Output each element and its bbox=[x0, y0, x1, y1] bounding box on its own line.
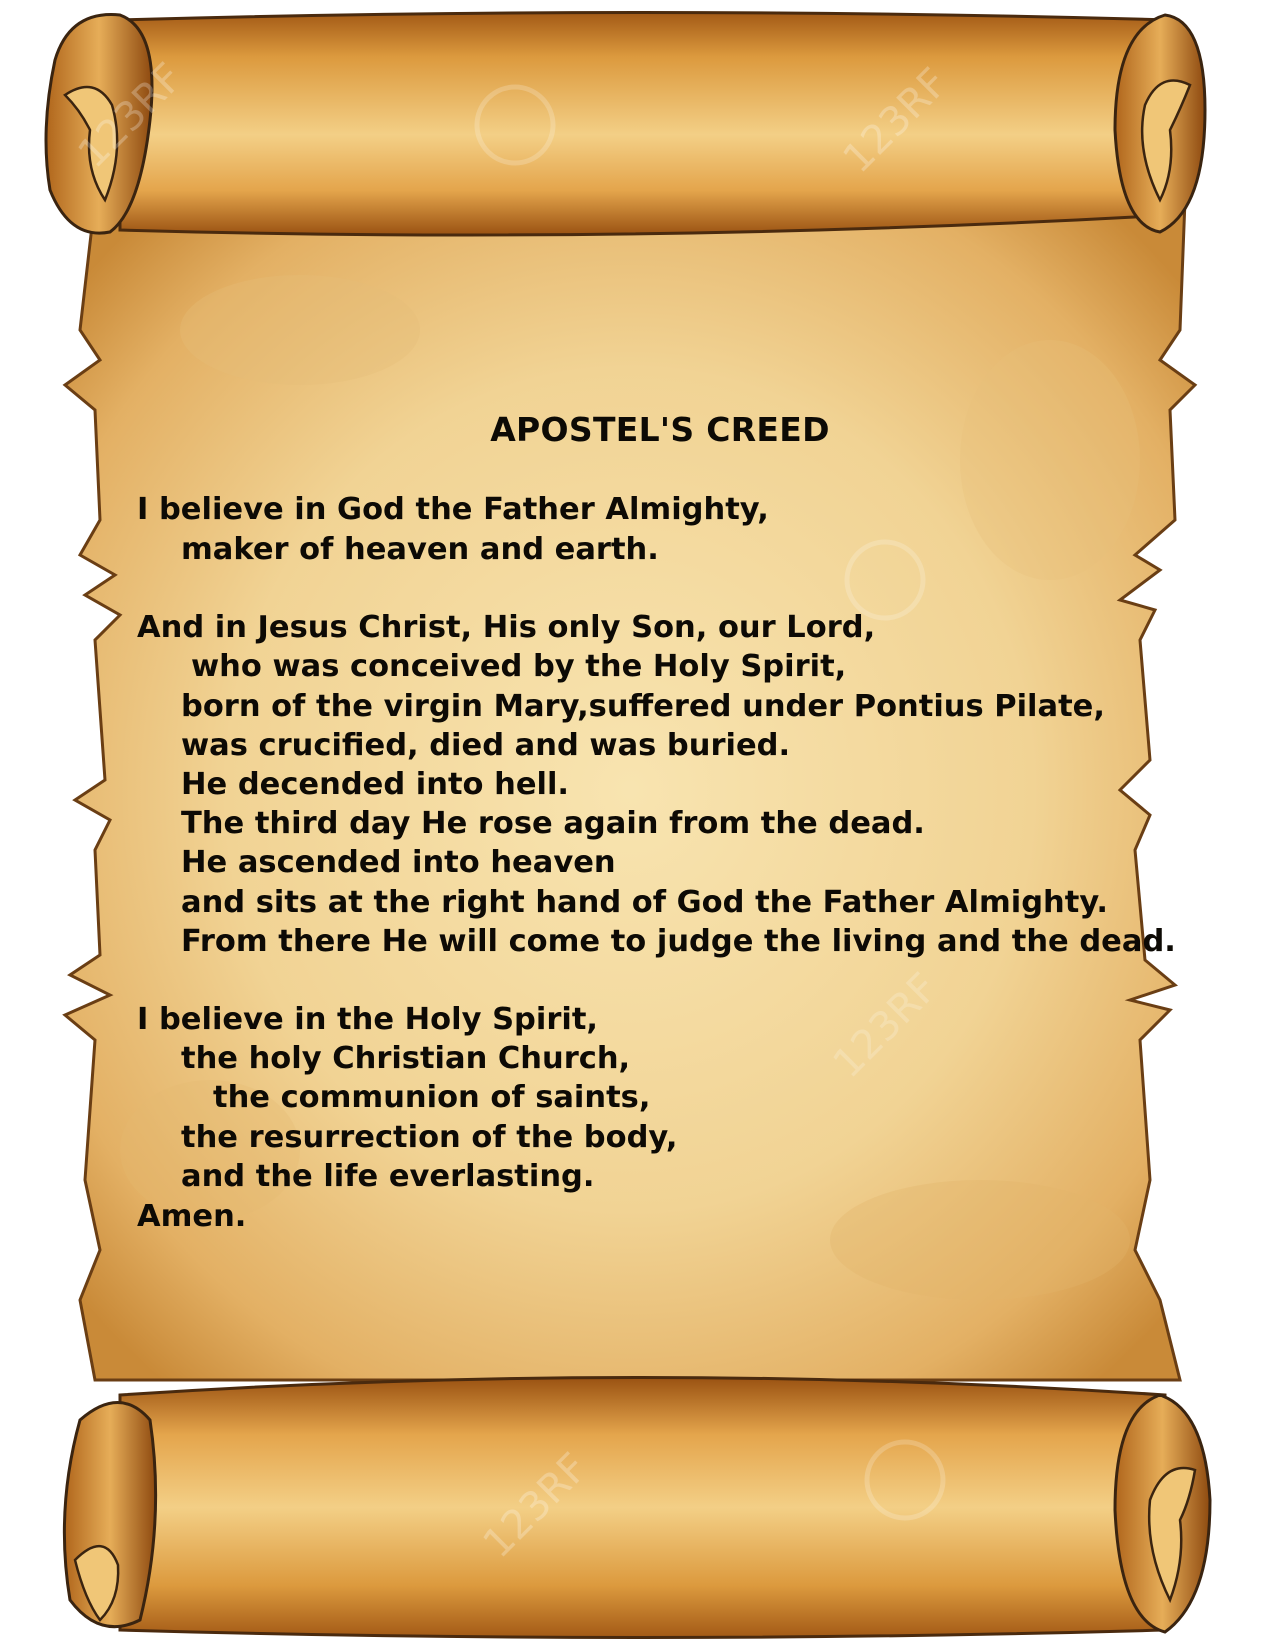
watermark: 123RF bbox=[824, 964, 947, 1088]
page-title: APOSTEL'S CREED bbox=[490, 410, 830, 449]
creed-line: And in Jesus Christ, His only Son, our Lord, bbox=[137, 610, 876, 645]
creed-line: I believe in God the Father Almighty, bbox=[137, 492, 769, 527]
creed-line: I believe in the Holy Spirit, bbox=[137, 1002, 598, 1037]
watermark: 123RF bbox=[834, 59, 957, 183]
creed-line: the communion of saints, bbox=[213, 1080, 651, 1115]
creed-line: From there He will come to judge the living and the dead. bbox=[181, 924, 1176, 959]
watermark: 123RF bbox=[474, 1444, 597, 1568]
creed-line: was crucified, died and was buried. bbox=[181, 728, 791, 763]
creed-line: He decended into hell. bbox=[181, 767, 570, 802]
watermark: 123RF bbox=[69, 54, 192, 178]
creed-line: who was conceived by the Holy Spirit, bbox=[191, 649, 847, 684]
creed-line: The third day He rose again from the dead. bbox=[181, 806, 925, 841]
creed-line: Amen. bbox=[137, 1199, 247, 1234]
creed-line: and the life everlasting. bbox=[181, 1159, 595, 1194]
creed-line: and sits at the right hand of God the Father Almighty. bbox=[181, 885, 1109, 920]
creed-line: born of the virgin Mary,suffered under Pontius Pilate, bbox=[181, 689, 1105, 724]
creed-line: He ascended into heaven bbox=[181, 845, 616, 880]
creed-line: maker of heaven and earth. bbox=[181, 532, 659, 567]
creed-line: the holy Christian Church, bbox=[181, 1041, 631, 1076]
creed-line: the resurrection of the body, bbox=[181, 1120, 678, 1155]
